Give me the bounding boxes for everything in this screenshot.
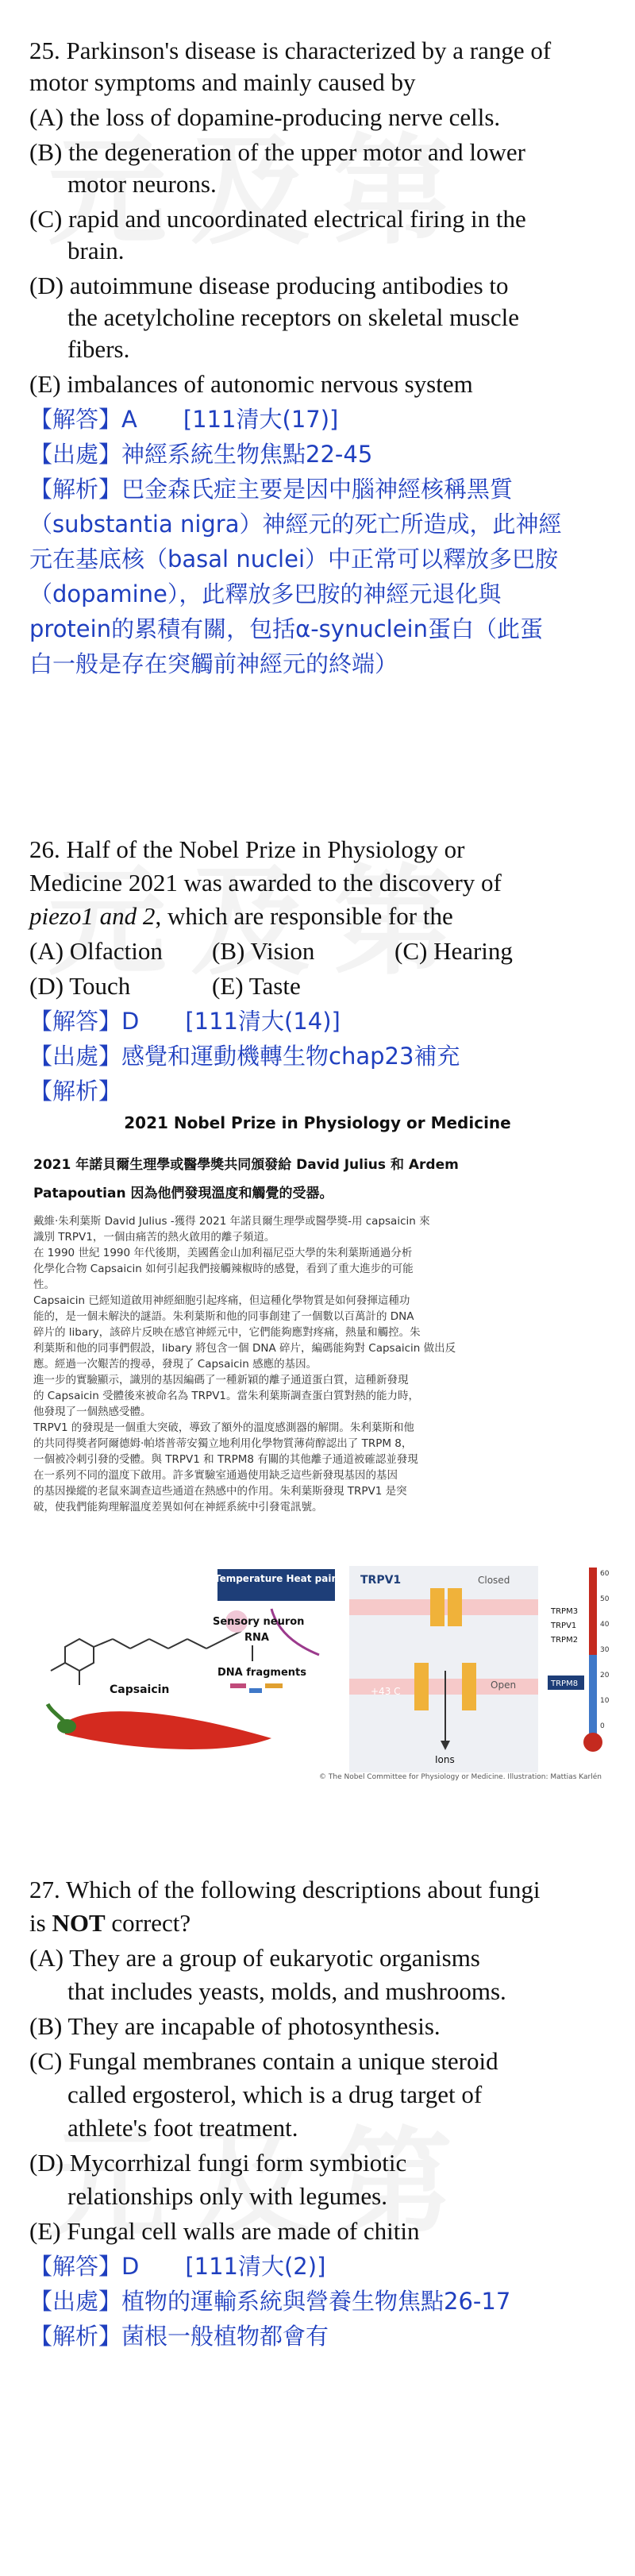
open-channel-icon (414, 1663, 429, 1710)
figure-body-text (33, 1213, 598, 1515)
q25-source: 【出處】神經系統生物焦點22-45 (29, 441, 373, 468)
temp-scale-tick: 50 (600, 1595, 610, 1603)
q27-stem-line: 27. Which of the following descriptions about fungi (29, 1876, 541, 1903)
q25-explain-line: （substantia nigra）神經元的死亡所造成，此神經 (29, 511, 562, 538)
q25-option-c-cont: brain. (67, 237, 125, 264)
q27-option-a: (A) They are a group of eukaryotic organisms (29, 1944, 480, 1972)
heat-label: Temperature Heat pain (214, 1573, 339, 1584)
q26-options-row (29, 935, 577, 967)
q26-stem-rest: , which are responsible for the (155, 902, 453, 930)
q26-source: 【出處】感覺和運動機轉生物chap23補充 (29, 1043, 460, 1070)
open-temp-label: +43 C (371, 1686, 401, 1697)
figure-line: 戴維·朱利葉斯 David Julius -獲得 2021 年諾貝爾生理學或醫學獎-用 capsaicin 來 (33, 1215, 430, 1228)
q25-explain-line: （dopamine），此釋放多巴胺的神經元退化與 (29, 580, 502, 607)
figure-line: 在一系列不同的溫度下啟用。許多實驗室通過使用缺乏這些新發現基因的基因 (33, 1469, 398, 1482)
q26-answer: 【解答】D [111清大(14)] (29, 1008, 341, 1035)
q25-explain-line: protein的累積有關，包括α-synuclein蛋白（此蛋 (29, 615, 543, 642)
q27-stem-pre: is (29, 1909, 52, 1937)
temp-scale-tick: 40 (600, 1621, 610, 1629)
q26-option-c: (C) Hearing (394, 937, 513, 965)
figure-line: 識別 TRPV1，一個由痛苦的熱火啟用的離子頻道。 (33, 1231, 275, 1244)
figure-credit: © The Nobel Committee for Physiology or Medicine. Illustration: Mattias Karlén (319, 1773, 602, 1781)
q25-stem-line: motor symptoms and mainly caused by (29, 68, 416, 96)
q25-stem-line: 25. Parkinson's disease is characterized by a range of (29, 37, 552, 64)
open-label: Open (491, 1679, 517, 1691)
q26-option-e: (E) Taste (212, 972, 301, 1000)
nobel-figure (24, 1113, 611, 1582)
q27-answer: 【解答】D [111清大(2)] (29, 2253, 326, 2280)
q26-explain: 【解析】 (29, 1078, 122, 1105)
q26-gene-name: piezo1 and 2 (29, 902, 156, 930)
q27-option-d: (D) Mycorrhizal fungi form symbiotic (29, 2149, 407, 2177)
trpv1-label: TRPV1 (360, 1574, 402, 1587)
q27-stem-post: correct? (105, 1909, 191, 1937)
q25-option-d: (D) autoimmune disease producing antibodies to (29, 272, 509, 299)
q25-option-b-cont: motor neurons. (67, 170, 217, 198)
temp-scale-tick: 60 (600, 1570, 610, 1578)
figure-line: 他發現了一個熱感受體。 (33, 1406, 152, 1418)
figure-line: 一個被冷刺引發的受體。與 TRPV1 和 TRPM8 有關的其他離子通道被確認並發現 (33, 1453, 418, 1466)
q27-option-c: (C) Fungal membranes contain a unique steroid (29, 2047, 498, 2075)
trpv1-diagram (33, 1552, 610, 1782)
figure-line: 的共同得獎者阿爾德姆·帕塔普蒂安獨立地利用化學物質薄荷醇認出了 TRPM 8， (33, 1437, 413, 1450)
closed-label: Closed (478, 1575, 510, 1586)
q25-option-c: (C) rapid and uncoordinated electrical firing in the (29, 205, 526, 233)
q27-option-e: (E) Fungal cell walls are made of chitin (29, 2217, 420, 2245)
q25-option-b: (B) the degeneration of the upper motor and lower (29, 138, 525, 166)
q27-not-emphasis: NOT (52, 1909, 106, 1937)
q27-option-a-cont: that includes yeasts, molds, and mushrooms. (67, 1977, 506, 2005)
q25-option-d-cont: the acetylcholine receptors on skeletal muscle (67, 303, 519, 331)
q25-option-a: (A) the loss of dopamine-producing nerve cells. (29, 103, 501, 131)
trpv1-small-label: TRPV1 (551, 1622, 577, 1630)
q26-options-row (29, 970, 394, 1002)
figure-line: 破，使我們能夠理解溫度差異如何在神經系統中引發電訊號。 (33, 1501, 323, 1514)
q26-stem-line (29, 900, 453, 932)
q27-option-d-cont: relationships only with legumes. (67, 2182, 387, 2210)
figure-heading: Patapoutian 因為他們發現溫度和觸覺的受器。 (33, 1186, 333, 1201)
trpm3-label: TRPM3 (551, 1607, 579, 1616)
trpm8-label: TRPM8 (551, 1679, 579, 1688)
q25-explain-line: 元在基底核（basal nuclei）中正常可以釋放多巴胺 (29, 546, 558, 573)
closed-channel-icon (430, 1588, 444, 1626)
figure-line: 應。經過一次艱苦的搜尋，發現了 Capsaicin 感應的基因。 (33, 1358, 318, 1371)
q26-option-b: (B) Vision (212, 937, 315, 965)
capsaicin-label: Capsaicin (110, 1683, 170, 1696)
ions-label: Ions (435, 1754, 455, 1765)
q25-option-d-cont: fibers. (67, 335, 130, 363)
temp-scale-tick: 30 (600, 1646, 610, 1654)
figure-heading: 2021 年諾貝爾生理學或醫學獎共同頒發給 David Julius 和 Ardem (33, 1157, 459, 1173)
q26-stem-line: 26. Half of the Nobel Prize in Physiology or (29, 835, 465, 863)
dna-fragments-label: DNA fragments (217, 1667, 306, 1679)
temp-scale-tick: 0 (600, 1722, 605, 1730)
q27-option-b: (B) They are incapable of photosynthesis. (29, 2012, 441, 2040)
q26-option-a: (A) Olfaction (29, 937, 163, 965)
capsaicin-molecule-icon (51, 1631, 241, 1685)
q27-option-c-cont: called ergosterol, which is a drug target of (67, 2080, 483, 2108)
temp-scale-tick: 20 (600, 1672, 610, 1679)
figure-line: 利葉斯和他的同事們假設，libary 將包含一個 DNA 碎片，編碼能夠對 Capsaicin 做出反 (33, 1342, 456, 1355)
q26-option-d: (D) Touch (29, 972, 131, 1000)
figure-line: 碎片的 libary，該碎片反映在感官神經元中，它們能夠應對疼痛，熱量和觸控。朱 (33, 1326, 421, 1339)
figure-line: 的 Capsaicin 受體後來被命名為 TRPV1。當朱利葉斯調查蛋白質對熱的能力時， (33, 1390, 420, 1402)
figure-line: 的基因操縱的老鼠來調查這些通道在熱感中的作用。朱利葉斯發現 TRPV1 是突 (33, 1485, 407, 1498)
sensory-neuron-label: Sensory neuron (213, 1616, 305, 1628)
temp-scale-tick: 10 (600, 1697, 610, 1705)
figure-line: TRPV1 的發現是一個重大突破，導致了額外的溫度感測器的解開。朱利葉斯和他 (33, 1421, 414, 1434)
q27-stem-line (29, 1907, 190, 1939)
q25-explain-line: 白一般是存在突觸前神經元的終端） (29, 650, 398, 677)
chili-pepper-icon (65, 1711, 271, 1749)
q27-source: 【出處】植物的運輸系統與營養生物焦點26-17 (29, 2288, 511, 2315)
trpm2-label: TRPM2 (551, 1636, 579, 1645)
q25-option-e: (E) imbalances of autonomic nervous system (29, 370, 473, 398)
figure-line: 進一步的實驗顯示，識別的基因編碼了一種新穎的離子通道蛋白質，這種新發現 (33, 1374, 409, 1386)
figure-line: 性。 (33, 1278, 55, 1291)
q27-option-c-cont: athlete's foot treatment. (67, 2114, 298, 2142)
figure-title: 2021 Nobel Prize in Physiology or Medicine (124, 1113, 511, 1132)
q25-answer: 【解答】A [111清大(17)] (29, 406, 339, 433)
q26-stem-line: Medicine 2021 was awarded to the discovery of (29, 869, 502, 897)
figure-line: 能的，是一個未解決的謎語。朱利葉斯和他的同事創建了一個數以百萬計的 DNA (33, 1310, 414, 1323)
figure-line: 在 1990 世紀 1990 年代後期，美國舊金山加利福尼亞大學的朱利葉斯通過分析 (33, 1247, 413, 1259)
figure-line: 化學化合物 Capsaicin 如何引起我們接觸辣椒時的感覺，看到了重大進步的可能 (33, 1263, 414, 1275)
rna-label: RNA (244, 1632, 269, 1644)
q27-explain: 【解析】菌根一般植物都會有 (29, 2323, 329, 2350)
q25-explain-line: 【解析】巴金森氏症主要是因中腦神經核稱黑質 (29, 476, 514, 503)
figure-line: Capsaicin 已經知道啟用神經細胞引起疼痛，但這種化學物質是如何發揮這種功 (33, 1294, 410, 1307)
